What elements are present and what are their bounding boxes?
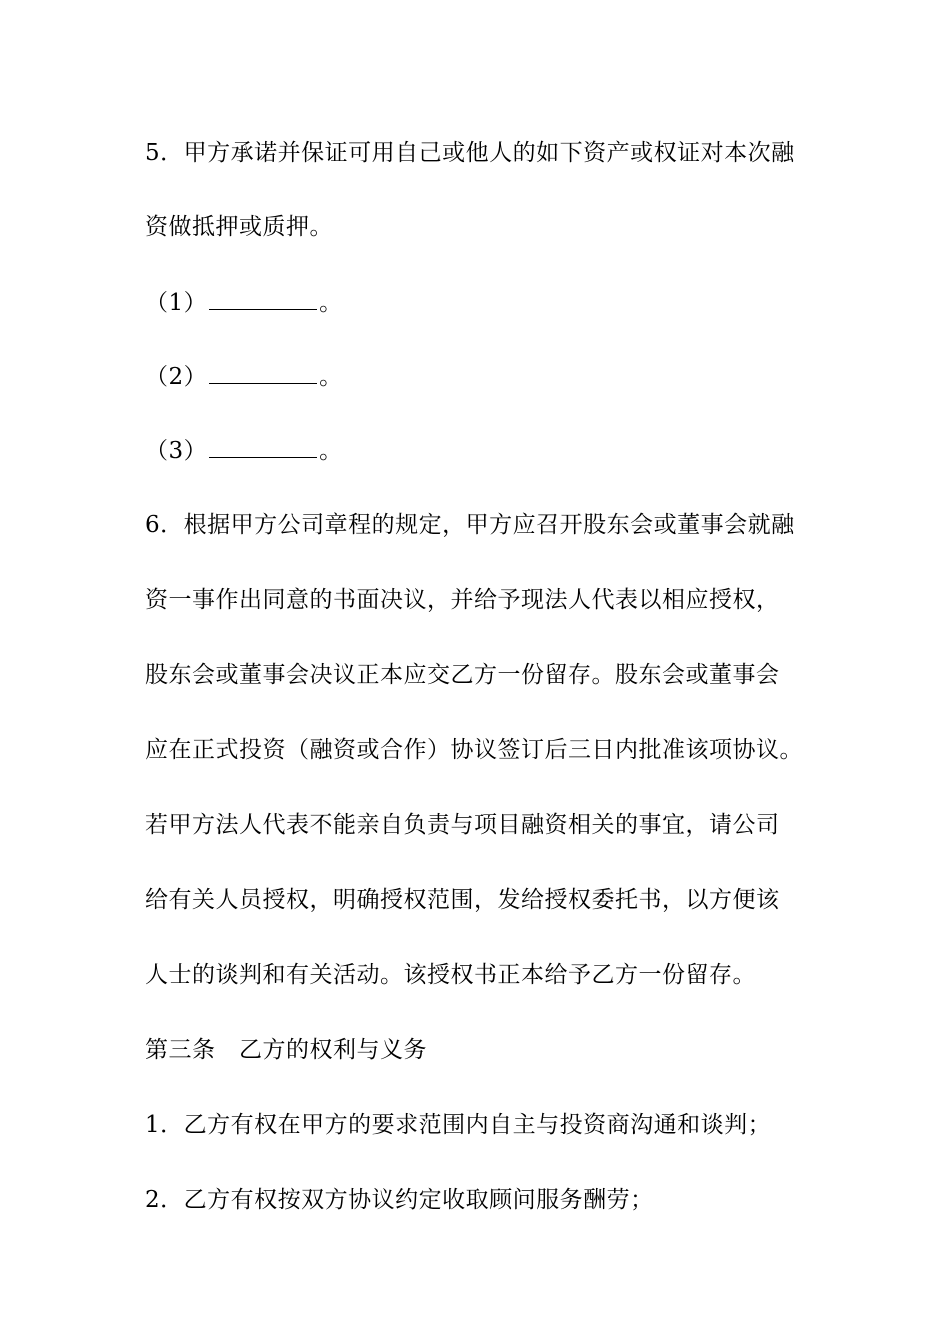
- item6-line5: 若甲方法人代表不能亲自负责与项目融资相关的事宜，请公司: [145, 812, 780, 838]
- sub-item-3: [145, 436, 343, 466]
- item6-line2: 资一事作出同意的书面决议，并给予现法人代表以相应授权，: [145, 587, 780, 613]
- fill-in-blank-2: [209, 365, 317, 384]
- sub-item-2-suffix: 。: [319, 364, 343, 390]
- sub-item-2: [145, 362, 343, 392]
- article3-heading: 第三条 乙方的权利与义务: [145, 1037, 427, 1063]
- item5-line1: 5．甲方承诺并保证可用自己或他人的如下资产或权证对本次融: [145, 140, 795, 166]
- sub-item-1-label: （1）: [145, 290, 208, 316]
- item5-line2: 资做抵押或质押。: [145, 214, 333, 240]
- item6-line4: 应在正式投资（融资或合作）协议签订后三日内批准该项协议。: [145, 737, 803, 763]
- article3-item1: 1．乙方有权在甲方的要求范围内自主与投资商沟通和谈判；: [145, 1112, 772, 1138]
- fill-in-blank-1: [209, 291, 317, 310]
- sub-item-3-suffix: 。: [319, 438, 343, 464]
- item6-line6: 给有关人员授权，明确授权范围，发给授权委托书，以方便该: [145, 887, 780, 913]
- sub-item-1: [145, 288, 343, 318]
- fill-in-blank-3: [209, 439, 317, 458]
- item6-line7: 人士的谈判和有关活动。该授权书正本给予乙方一份留存。: [145, 962, 756, 988]
- item6-line3: 股东会或董事会决议正本应交乙方一份留存。股东会或董事会: [145, 662, 780, 688]
- article3-item2: 2．乙方有权按双方协议约定收取顾问服务酬劳；: [145, 1187, 654, 1213]
- item6-line1: 6．根据甲方公司章程的规定，甲方应召开股东会或董事会就融: [145, 512, 795, 538]
- sub-item-2-label: （2）: [145, 364, 208, 390]
- sub-item-1-suffix: 。: [319, 290, 343, 316]
- sub-item-3-label: （3）: [145, 438, 208, 464]
